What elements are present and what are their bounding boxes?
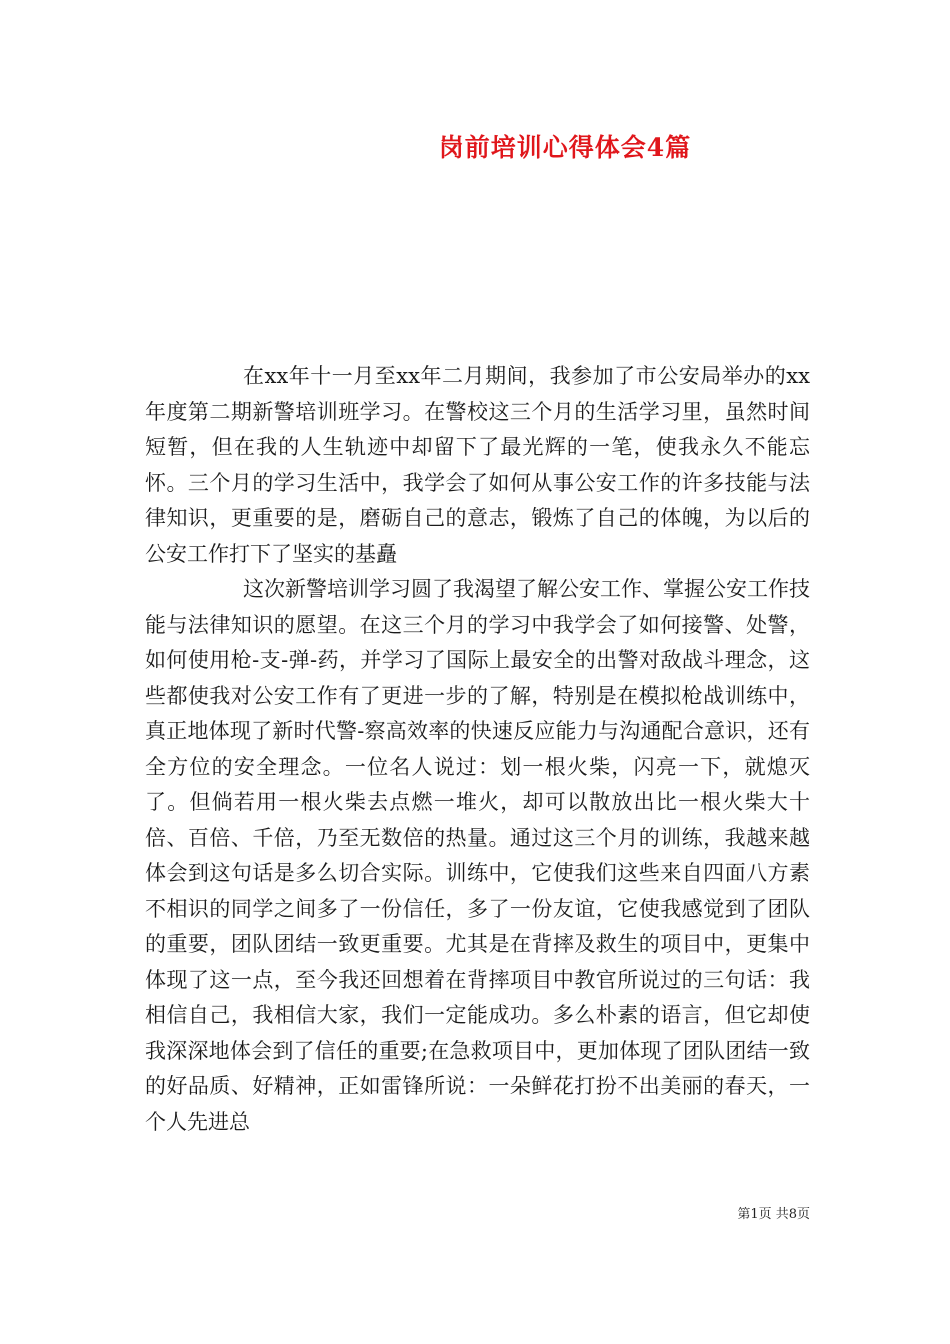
paragraph-1: 在xx年十一月至xx年二月期间，我参加了市公安局举办的xx年度第二期新警培训班学习。在警校这三个月的生活学习里，虽然时间短暂，但在我的人生轨迹中却留下了最光辉的一笔，使我永久不能忘怀。三个月的学习生活中，我学会了如何从事公安工作的许多技能与法律知识，更重要的是，磨砺自己的意志，锻炼了自己的体魄，为以后的公安工作打下了坚实的基矗 [145, 364, 810, 566]
document-title: 岗前培训心得体会4篇 [438, 133, 692, 162]
document-body [145, 359, 810, 1140]
paragraph-2: 这次新警培训学习圆了我渴望了解公安工作、掌握公安工作技能与法律知识的愿望。在这三个月的学习中我学会了如何接警、处警，如何使用枪-支-弹-药，并学习了国际上最安全的出警对敌战斗理念，这些都使我对公安工作有了更进一步的了解，特别是在模拟枪战训练中，真正地体现了新时代警-察高效率的快速反应能力与沟通配合意识，还有全方位的安全理念。一位名人说过：划一根火柴，闪亮一下，就熄灭了。但倘若用一根火柴去点燃一堆火，却可以散放出比一根火柴大十倍、百倍、千倍，乃至无数倍的热量。通过这三个月的训练，我越来越体会到这句话是多么切合实际。训练中，它使我们这些来自四面八方素不相识的同学之间多了一份信任，多了一份友谊，它使我感觉到了团队的重要，团队团结一致更重要。尤其是在背摔及救生的项目中，更集中体现了这一点，至今我还回想着在背摔项目中教官所说过的三句话：我相信自己，我相信大家，我们一定能成功。多么朴素的语言，但它却使我深深地体会到了信任的重要;在急救项目中，更加体现了团队团结一致的好品质、好精神，正如雷锋所说：一朵鲜花打扮不出美丽的春天，一个人先进总 [145, 577, 810, 1134]
page-footer: 第1页 共8页 [737, 1207, 810, 1222]
